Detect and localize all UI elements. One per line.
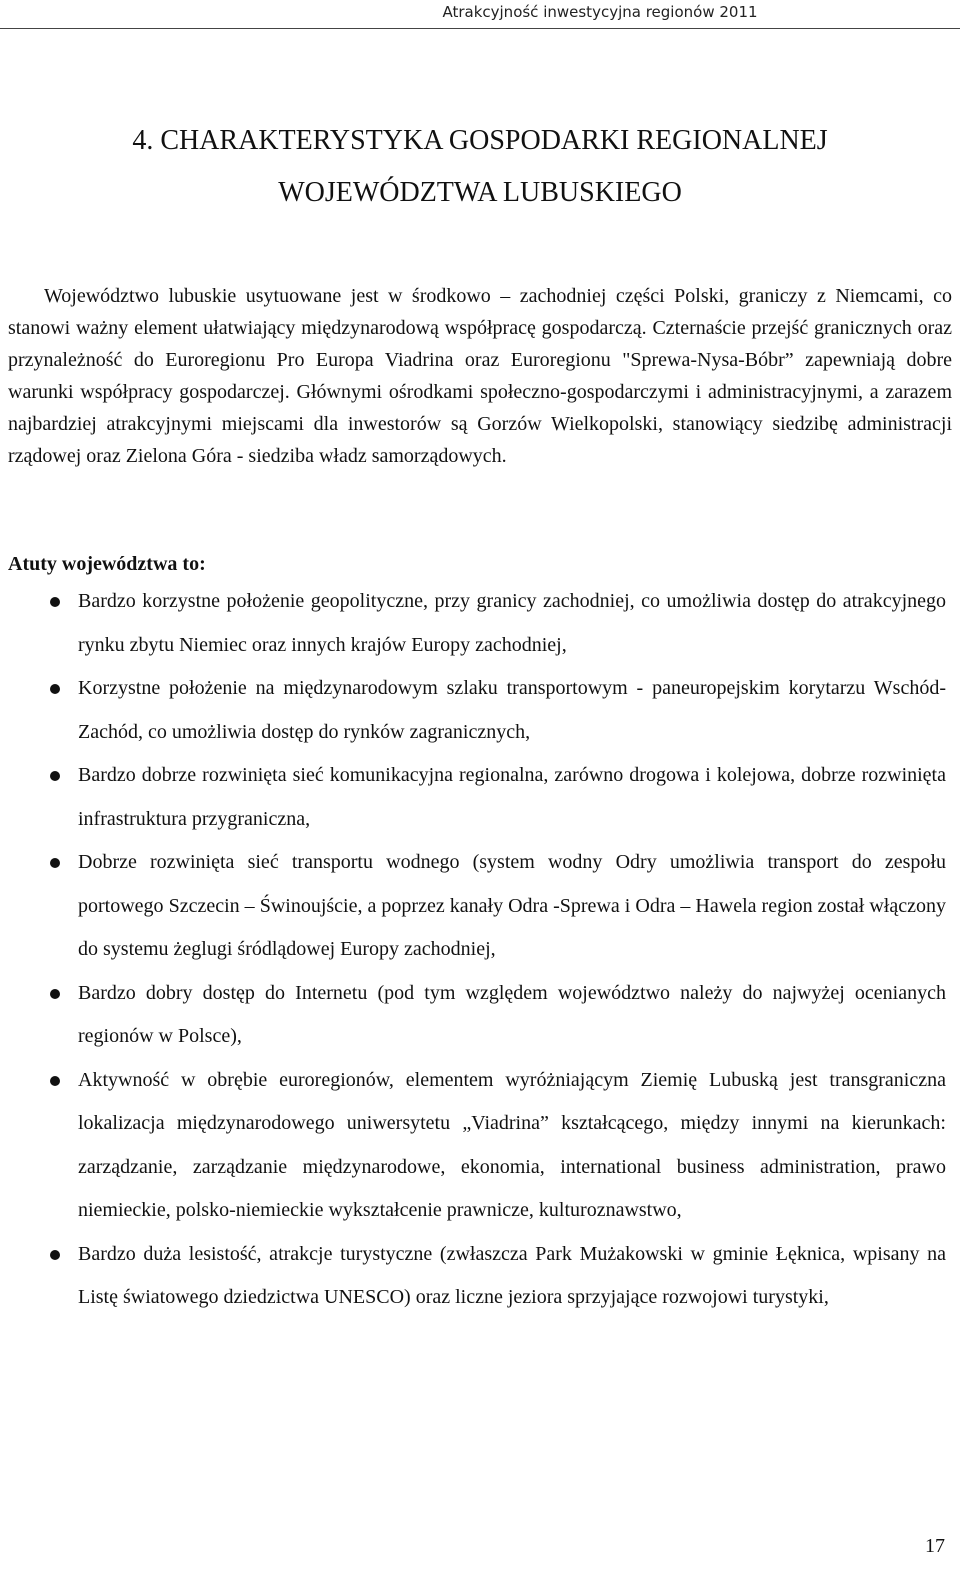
list-item-text: Aktywność w obrębie euroregionów, elementem wyróżniającym Ziemię Lubuską jest transgraniczna lokalizacja międzynarodowego uniwersytetu „Viadrina” kształcącego, między innymi na kierunkach: zarządzanie, zarządzanie międzynarodowe, ekonomia, international business administration, prawo niemieckie, polsko-niemieckie wykształcenie prawnicze, kulturoznawstwo, [78, 1068, 946, 1221]
list-item-text: Bardzo duża lesistość, atrakcje turystyczne (zwłaszcza Park Mużakowski w gminie Łęknica, wpisany na Listę światowego dziedzictwa UNESCO) oraz liczne jeziora sprzyjające rozwojowi turystyki, [78, 1242, 946, 1308]
bullet-icon [50, 1076, 60, 1086]
bullet-icon [50, 771, 60, 781]
chapter-title-line-2: WOJEWÓDZTWA LUBUSKIEGO [278, 177, 682, 208]
page-number: 17 [925, 1535, 945, 1557]
chapter-title-line-1: 4. CHARAKTERYSTYKA GOSPODARKI REGIONALNEJ [132, 125, 828, 156]
bullet-icon [50, 684, 60, 694]
assets-heading: Atuty województwa to: [8, 553, 206, 575]
chapter-title [0, 115, 960, 219]
assets-list [48, 580, 946, 1320]
intro-paragraph [8, 280, 952, 472]
intro-text: Województwo lubuskie usytuowane jest w środkowo – zachodniej części Polski, graniczy z Niemcami, co stanowi ważny element ułatwiający międzynarodową współpracę gospodarczą. Czternaście przejść granicznych oraz przynależność do Euroregionu Pro Europa Viadrina oraz Euroregionu "Sprewa-Nysa-Bóbr” zapewniają dobre warunki współpracy gospodarczej. Głównymi ośrodkami społeczno-gospodarczymi i administracyjnymi, a zarazem najbardziej atrakcyjnymi miejscami dla inwestorów są Gorzów Wielkopolski, stanowiący siedzibę administracji rządowej oraz Zielona Góra - siedziba władz samorządowych. [8, 285, 952, 467]
list-item-text: Korzystne położenie na międzynarodowym szlaku transportowym - paneuropejskim korytarzu Wschód-Zachód, co umożliwia dostęp do rynków zagranicznych, [78, 677, 946, 743]
list-item-text: Bardzo dobrze rozwinięta sieć komunikacyjna regionalna, zarówno drogowa i kolejowa, dobrze rozwinięta infrastruktura przygraniczna, [78, 764, 946, 830]
list-item-text: Bardzo dobry dostęp do Internetu (pod tym względem województwo należy do najwyżej ocenianych regionów w Polsce), [78, 981, 946, 1047]
list-item [48, 972, 946, 1059]
list-item-text: Bardzo korzystne położenie geopolityczne, przy granicy zachodniej, co umożliwia dostęp do atrakcyjnego rynku zbytu Niemiec oraz innych krajów Europy zachodniej, [78, 590, 946, 656]
bullet-icon [50, 1250, 60, 1260]
running-header: Atrakcyjność inwestycyjna regionów 2011 [442, 3, 758, 21]
list-item [48, 754, 946, 841]
list-item [48, 1059, 946, 1233]
bullet-icon [50, 858, 60, 868]
list-item [48, 667, 946, 754]
header-rule [0, 28, 960, 29]
list-item [48, 1233, 946, 1320]
bullet-icon [50, 597, 60, 607]
list-item [48, 841, 946, 972]
list-item [48, 580, 946, 667]
bullet-icon [50, 989, 60, 999]
list-item-text: Dobrze rozwinięta sieć transportu wodnego (system wodny Odry umożliwia transport do zespołu portowego Szczecin – Świnoujście, a poprzez kanały Odra -Sprewa i Odra – Hawela region został włączony do systemu żeglugi śródlądowej Europy zachodniej, [78, 851, 946, 960]
